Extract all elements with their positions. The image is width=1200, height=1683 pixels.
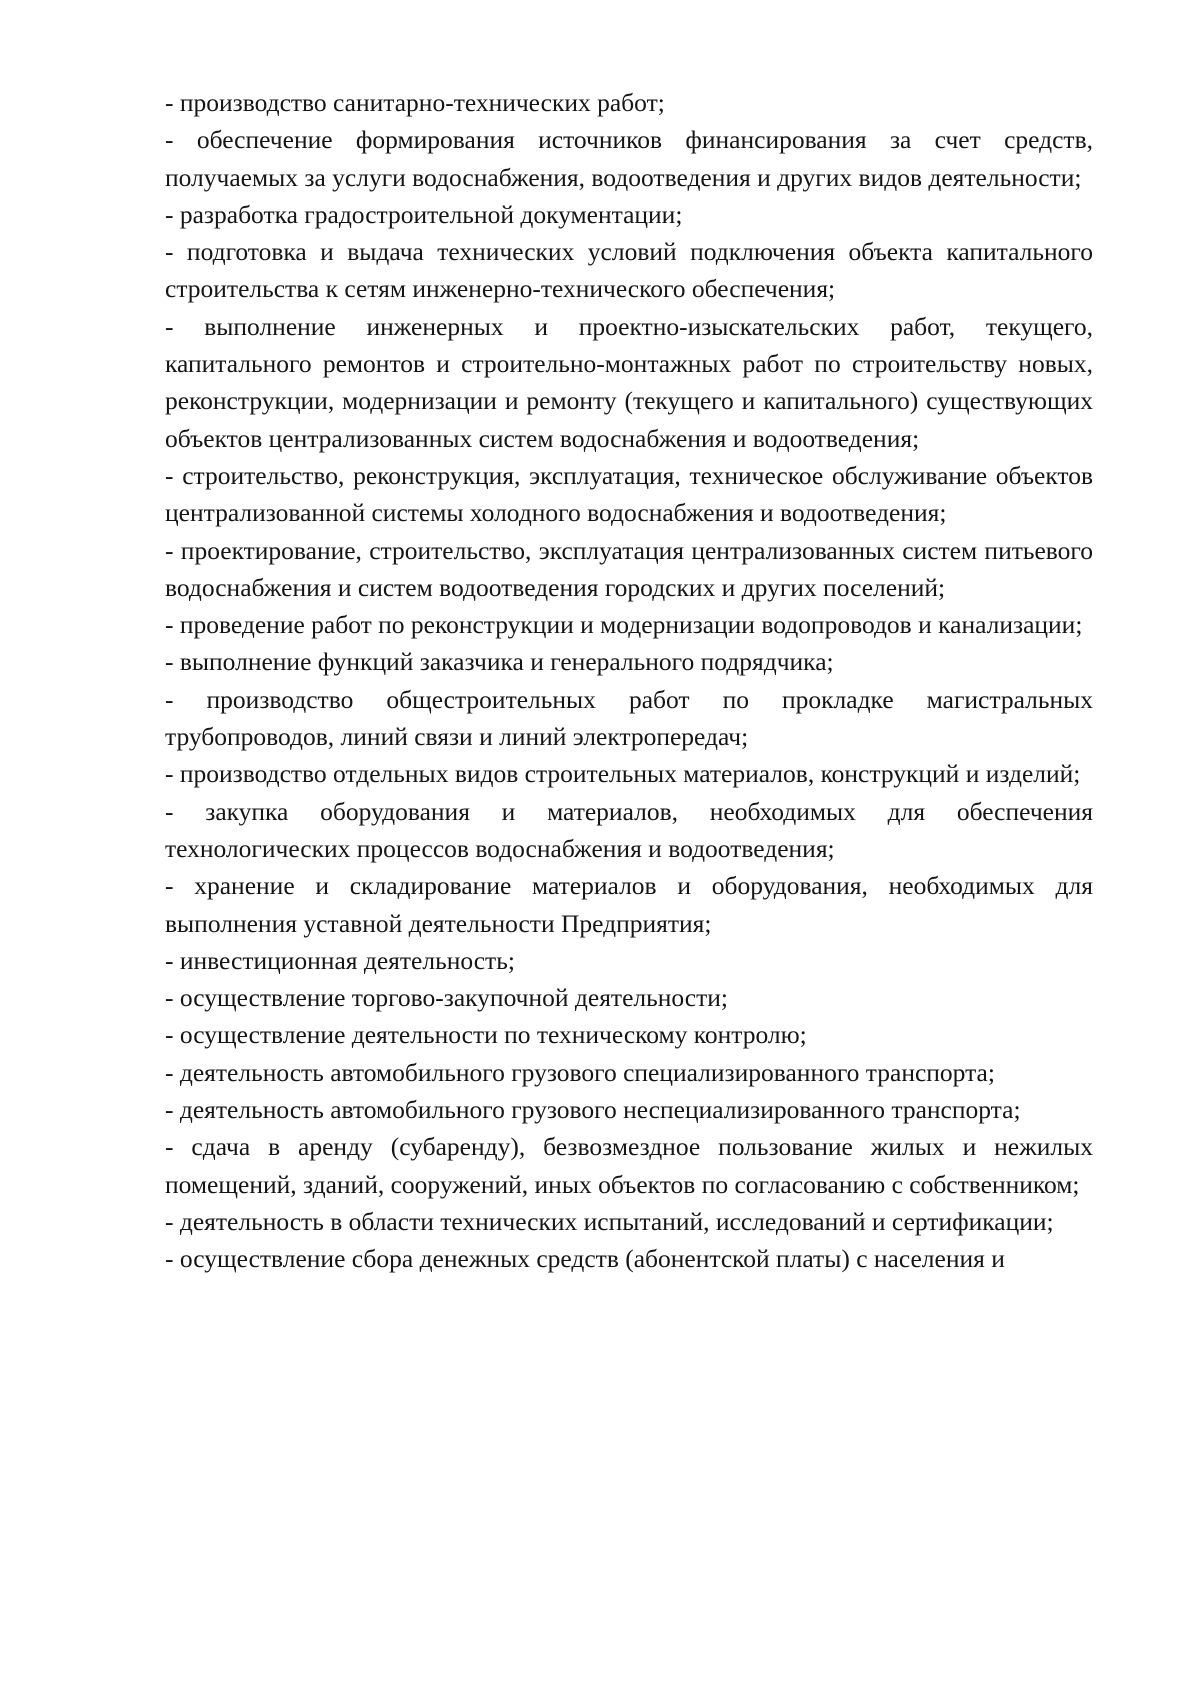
list-item: - осуществление деятельности по техническому контролю; (165, 1020, 807, 1050)
list-item: - обеспечение формирования источников финансирования за счет средств, получаемых за услуги водоснабжения, водоотведения и других видов деятельности; (165, 125, 1093, 192)
list-item: - проведение работ по реконструкции и модернизации водопроводов и канализации; (165, 610, 1083, 640)
list-item: - инвестиционная деятельность; (165, 945, 515, 975)
list-item: - производство общестроительных работ по прокладке магистральных трубопроводов, линий связи и линий электропередач; (165, 684, 1093, 752)
list-item: - проектирование, строительство, эксплуатация централизованных систем питьевого водоснабжения и систем водоотведения городских и других поселений; (165, 535, 1093, 602)
list-item: - производство санитарно-технических работ; (165, 88, 665, 117)
list-item: - осуществление сбора денежных средств (абонентской платы) с населения и (165, 1244, 1005, 1274)
list-item: - деятельность автомобильного грузового специализированного транспорта; (165, 1057, 995, 1087)
list-item: - закупка оборудования и материалов, необходимых для обеспечения технологических процессов водоснабжения и водоотведения; (165, 796, 1093, 863)
list-item: - деятельность автомобильного грузового неспециализированного транспорта; (165, 1095, 1021, 1125)
list-item: - сдача в аренду (субаренду), безвозмездное пользование жилых и нежилых помещений, зданий, сооружений, иных объектов по согласованию с собственником; (165, 1132, 1093, 1199)
list-item: - строительство, реконструкция, эксплуатация, техническое обслуживание объектов централизованной системы холодного водоснабжения и водоотведения; (165, 460, 1093, 528)
list-item: - разработка градостроительной документации; (165, 199, 683, 229)
list-item: - подготовка и выдача технических условий подключения объекта капитального строительства к сетям инженерно-технического обеспечения; (165, 237, 1093, 304)
list-item: - выполнение инженерных и проектно-изыскательских работ, текущего, капитального ремонтов и строительно-монтажных работ по строительству новых, реконструкции, модернизации и ремонту (текущего и капитального) существующих объектов централизованных систем водоснабжения и водоотведения; (165, 311, 1093, 453)
document-body (165, 84, 1093, 1278)
list-item: - производство отдельных видов строительных материалов, конструкций и изделий; (165, 759, 1081, 789)
list-item: - хранение и складирование материалов и оборудования, необходимых для выполнения уставной деятельности Предприятия; (165, 871, 1093, 938)
list-item: - деятельность в области технических испытаний, исследований и сертификации; (165, 1206, 1054, 1236)
list-item: - выполнение функций заказчика и генерального подрядчика; (165, 647, 834, 677)
list-item: - осуществление торгово-закупочной деятельности; (165, 983, 728, 1013)
